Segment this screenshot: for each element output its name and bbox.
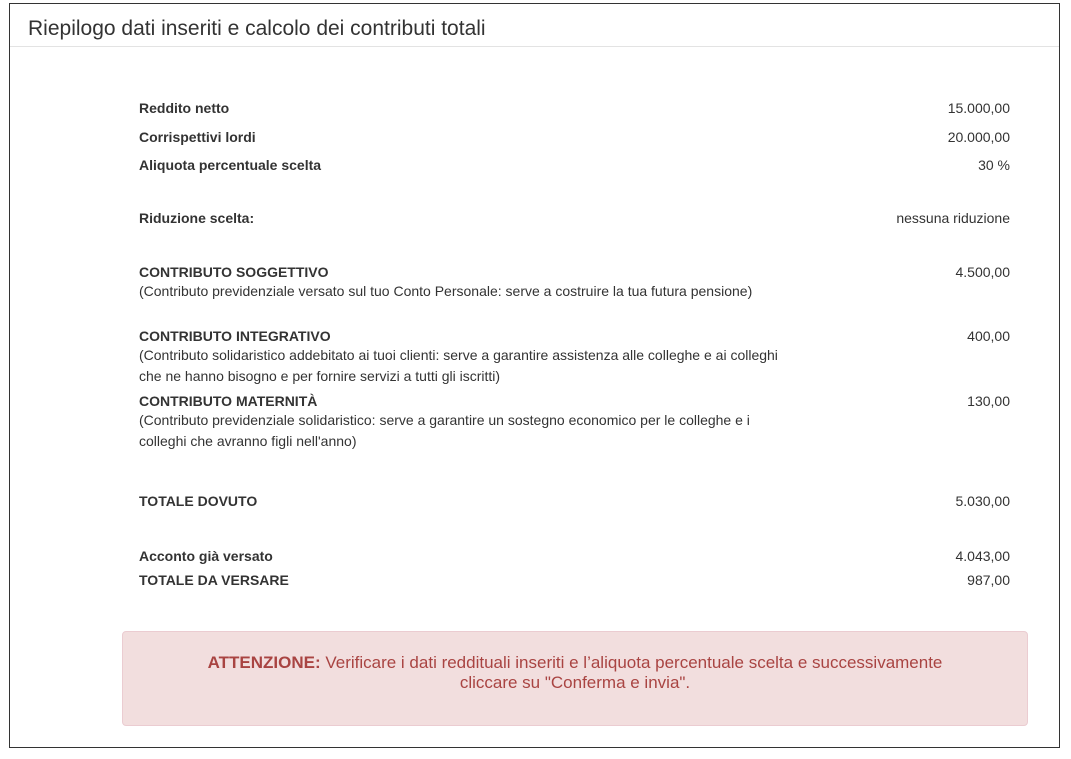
corrispettivi-lordi-value: 20.000,00 bbox=[947, 129, 1010, 145]
totale-da-versare-label: TOTALE DA VERSARE bbox=[139, 572, 289, 588]
totale-dovuto-value: 5.030,00 bbox=[955, 493, 1010, 509]
contributo-integrativo-desc: (Contributo solidaristico addebitato ai tuoi clienti: serve a garantire assistenza alle colleghe e ai colleghi che ne hanno bisogno e per fornire servizi a tutti gli iscritti) bbox=[139, 347, 778, 384]
contributo-maternita-value: 130,00 bbox=[967, 393, 1010, 409]
totale-dovuto-label: TOTALE DOVUTO bbox=[139, 493, 258, 509]
contributo-soggettivo-value: 4.500,00 bbox=[955, 264, 1010, 280]
contributo-maternita-label: CONTRIBUTO MATERNITÀ bbox=[139, 393, 318, 409]
acconto-versato-label: Acconto già versato bbox=[139, 548, 273, 564]
summary-panel bbox=[9, 3, 1060, 748]
acconto-versato-value: 4.043,00 bbox=[955, 548, 1010, 564]
warning-alert bbox=[122, 631, 1028, 726]
totale-da-versare-value: 987,00 bbox=[967, 572, 1010, 588]
aliquota-value: 30 % bbox=[978, 157, 1010, 173]
contributo-soggettivo-label: CONTRIBUTO SOGGETTIVO bbox=[139, 264, 329, 280]
contributo-integrativo-value: 400,00 bbox=[967, 328, 1010, 344]
alert-message bbox=[195, 653, 955, 693]
alert-strong: ATTENZIONE: bbox=[207, 653, 321, 672]
contributo-soggettivo-desc: (Contributo previdenziale versato sul tuo Conto Personale: serve a costruire la tua futura pensione) bbox=[139, 283, 753, 299]
alert-text: Verificare i dati reddituali inseriti e l’aliquota percentuale scelta e successivamente cliccare su "Conferma e invia". bbox=[325, 653, 943, 692]
riduzione-value: nessuna riduzione bbox=[896, 210, 1010, 226]
riduzione-label: Riduzione scelta: bbox=[139, 210, 255, 226]
contributo-integrativo-label: CONTRIBUTO INTEGRATIVO bbox=[139, 328, 331, 344]
panel-header bbox=[10, 4, 1059, 47]
reddito-netto-label: Reddito netto bbox=[139, 100, 230, 116]
corrispettivi-lordi-label: Corrispettivi lordi bbox=[139, 129, 256, 145]
aliquota-label: Aliquota percentuale scelta bbox=[139, 157, 322, 173]
reddito-netto-value: 15.000,00 bbox=[947, 100, 1010, 116]
contributo-maternita-desc: (Contributo previdenziale solidaristico: serve a garantire un sostegno economico per le colleghe e i colleghi che avranno figli nell'anno) bbox=[139, 412, 750, 449]
panel-title: Riepilogo dati inseriti e calcolo dei contributi totali bbox=[28, 17, 486, 40]
